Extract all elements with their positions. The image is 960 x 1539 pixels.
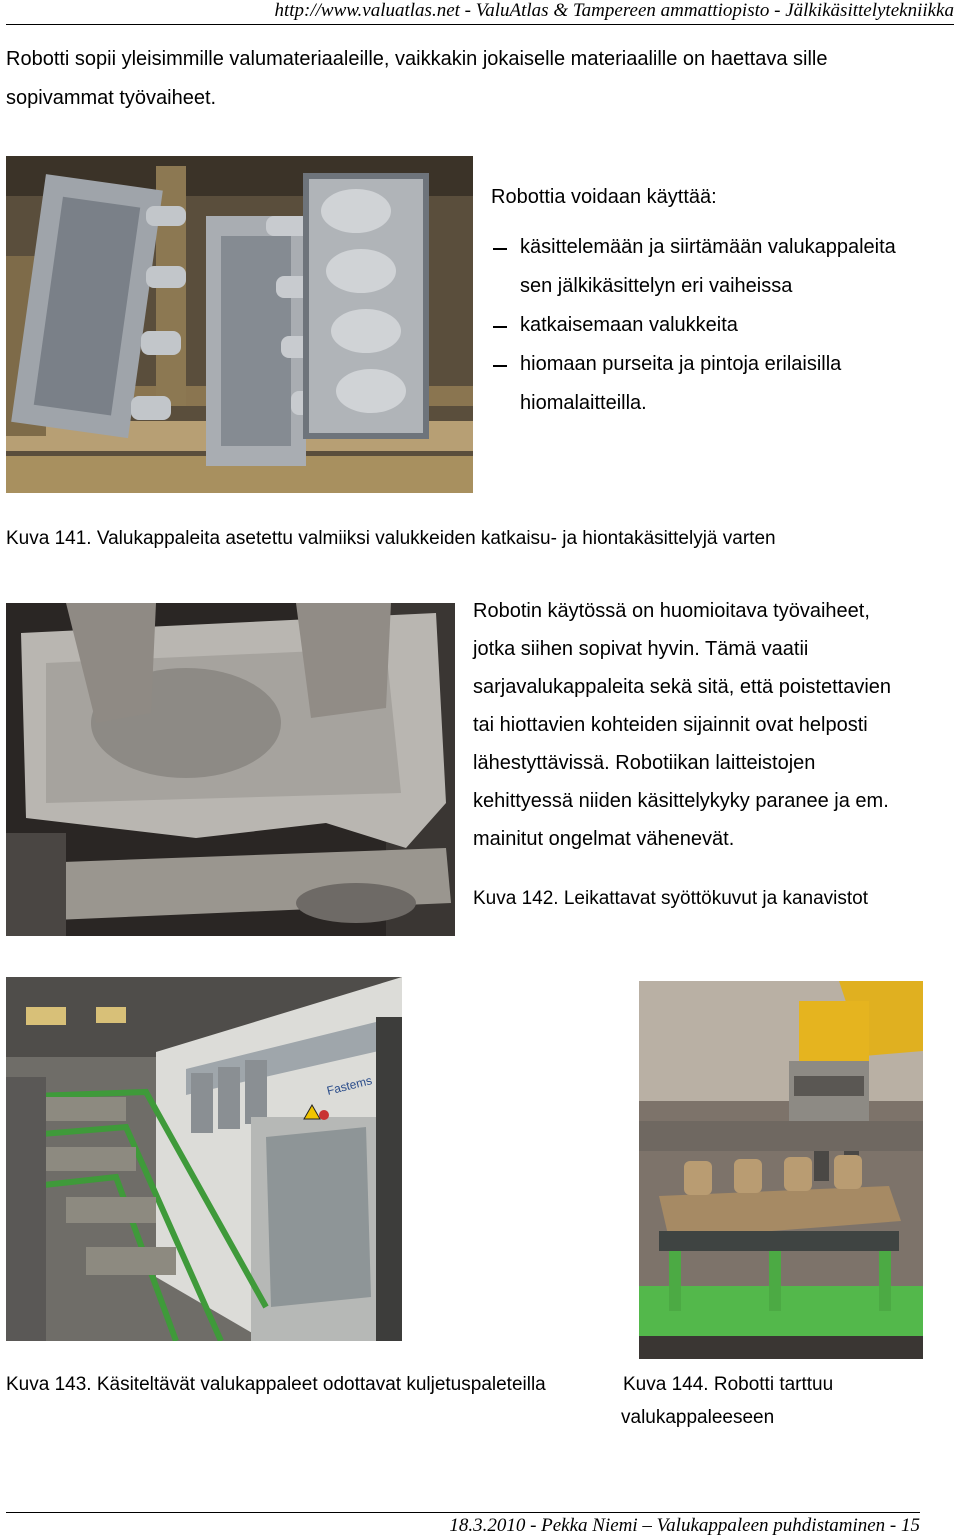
paragraph-line: Robotin käytössä on huomioitava työvaiheet, xyxy=(473,600,870,622)
header-rule xyxy=(6,24,954,25)
paragraph-line: sarjavalukappaleita sekä sitä, että poistettavien xyxy=(473,676,892,698)
paragraph-line: kehittyessä niiden käsittelykyky paranee ja em. xyxy=(473,790,889,812)
list-item xyxy=(491,306,951,345)
figure-144-caption-line-1: Kuva 144. Robotti tarttuu xyxy=(623,1374,834,1395)
footer-rule xyxy=(6,1512,920,1513)
robot-usage-paragraph xyxy=(473,592,953,858)
figure-144-caption-line-2: valukappaleeseen xyxy=(621,1407,775,1428)
list-item-continuation xyxy=(491,267,951,306)
list-item-text: hiomaan purseita ja pintoja erilaisilla xyxy=(520,353,842,375)
robot-uses-list xyxy=(491,228,951,423)
paragraph-line: tai hiottavien kohteiden sijainnit ovat helposti xyxy=(473,714,868,736)
photo-conveyor-pallets xyxy=(6,977,402,1341)
figure-142-caption: Kuva 142. Leikattavat syöttökuvut ja kanavistot xyxy=(473,888,869,909)
intro-paragraph xyxy=(6,40,956,118)
photo-feeders-and-runners xyxy=(6,603,455,936)
list-item-text: katkaisemaan valukkeita xyxy=(520,314,738,336)
list-item-text: käsittelemään ja siirtämään valukappaleita xyxy=(520,236,896,258)
list-item-text: sen jälkikäsittelyn eri vaiheissa xyxy=(520,275,793,297)
robot-uses-block xyxy=(491,178,951,423)
robot-uses-heading: Robottia voidaan käyttää: xyxy=(491,186,717,208)
list-item-continuation xyxy=(491,384,951,423)
paragraph-line: mainitut ongelmat vähenevät. xyxy=(473,828,735,850)
intro-line-2: sopivammat työvaiheet. xyxy=(6,87,217,109)
list-item xyxy=(491,228,951,267)
paragraph-line: lähestyttävissä. Robotiikan laitteistojen xyxy=(473,752,816,774)
figure-141-caption: Kuva 141. Valukappaleita asetettu valmiiksi valukkeiden katkaisu- ja hiontakäsittelyjä varten xyxy=(6,528,776,549)
paragraph-line: jotka siihen sopivat hyvin. Tämä vaatii xyxy=(473,638,809,660)
intro-line-1: Robotti sopii yleisimmille valumateriaaleille, vaikkakin jokaiselle materiaalille on haettava sille xyxy=(6,48,828,70)
running-header: http://www.valuatlas.net - ValuAtlas & Tampereen ammattiopisto - Jälkikäsittelytekniikka xyxy=(274,0,954,21)
photo-robot-gripping xyxy=(639,981,923,1359)
figure-143-caption: Kuva 143. Käsiteltävät valukappaleet odottavat kuljetuspaleteilla xyxy=(6,1374,546,1395)
page-footer: 18.3.2010 - Pekka Niemi – Valukappaleen puhdistaminen - 15 xyxy=(449,1515,920,1536)
list-item xyxy=(491,345,951,384)
photo-castings-on-pallet xyxy=(6,156,473,493)
list-item-text: hiomalaitteilla. xyxy=(520,392,647,414)
fastems-sign-text: Fastems xyxy=(325,1073,374,1098)
